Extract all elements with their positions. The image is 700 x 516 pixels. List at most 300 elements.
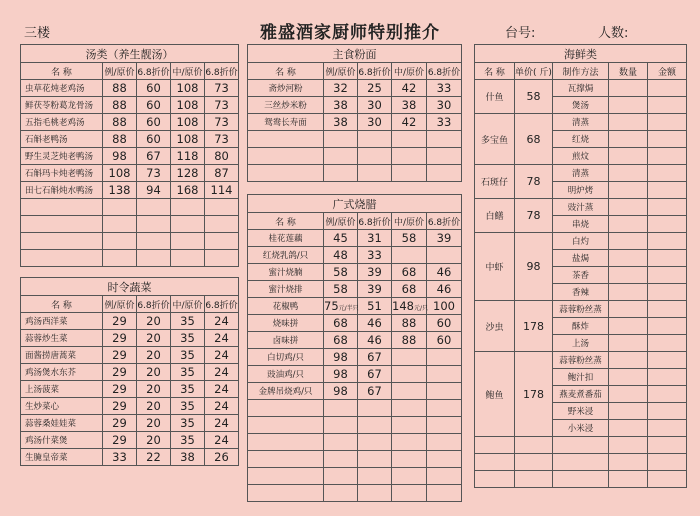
price-cell: 39: [358, 281, 392, 298]
blank-cell: [553, 437, 609, 454]
price-cell: 88: [392, 332, 427, 349]
blank-row: [475, 454, 687, 471]
quantity-cell: [609, 250, 648, 267]
blank-cell: [358, 165, 392, 182]
quantity-cell: [609, 267, 648, 284]
cooking-method: 白灼: [553, 233, 609, 250]
blank-row: [248, 148, 462, 165]
price-cell: 108: [103, 165, 137, 182]
blank-cell: [475, 454, 515, 471]
blank-cell: [171, 250, 205, 267]
column-header: 数量: [609, 63, 648, 80]
blank-cell: [358, 434, 392, 451]
price-cell: 29: [103, 381, 137, 398]
blank-cell: [171, 216, 205, 233]
quantity-cell: [609, 148, 648, 165]
column-header: 名 称: [21, 296, 103, 313]
quantity-cell: [609, 216, 648, 233]
column-header-row: [248, 213, 462, 230]
dish-name: 鸡汤煲水东芥: [21, 364, 103, 381]
amount-cell: [648, 335, 687, 352]
column-header: 6.8折价: [137, 63, 171, 80]
quantity-cell: [609, 386, 648, 403]
fish-price: 78: [515, 165, 553, 199]
price-cell: 60: [427, 315, 462, 332]
price-cell: 24: [205, 313, 239, 330]
blank-cell: [324, 451, 358, 468]
quantity-cell: [609, 114, 648, 131]
blank-cell: [324, 468, 358, 485]
price-cell: 24: [205, 415, 239, 432]
fish-price: 58: [515, 80, 553, 114]
blank-cell: [205, 250, 239, 267]
blank-row: [21, 199, 239, 216]
amount-cell: [648, 165, 687, 182]
price-cell: 100: [427, 298, 462, 315]
price-cell: 98: [103, 148, 137, 165]
blank-cell: [103, 233, 137, 250]
table-row: [21, 182, 239, 199]
dish-name: 花椒鸭: [248, 298, 324, 315]
column-header: 名 称: [248, 63, 324, 80]
price-cell: 24: [205, 381, 239, 398]
cooking-method: 煲汤: [553, 97, 609, 114]
blank-row: [248, 468, 462, 485]
cooking-method: 蒜蓉粉丝蒸: [553, 301, 609, 318]
quantity-cell: [609, 335, 648, 352]
amount-cell: [648, 318, 687, 335]
price-cell: 68: [324, 332, 358, 349]
price-cell: 108: [171, 80, 205, 97]
blank-row: [248, 451, 462, 468]
price-cell: 20: [137, 381, 171, 398]
cooking-method: 酥炸: [553, 318, 609, 335]
dish-name: 鸡汤什菜煲: [21, 432, 103, 449]
column-header: 例/原价: [324, 213, 358, 230]
dish-name: 鲜茯苓粉葛龙骨汤: [21, 97, 103, 114]
price-cell: 29: [103, 313, 137, 330]
price-cell: 67: [358, 349, 392, 366]
price-cell: 68: [392, 281, 427, 298]
column-header: 例/原价: [103, 296, 137, 313]
price-cell: 20: [137, 364, 171, 381]
table-row: [475, 80, 687, 97]
quantity-cell: [609, 233, 648, 250]
price-cell: 39: [358, 264, 392, 281]
table-row: [475, 165, 687, 182]
column-header: 中/原价: [392, 63, 427, 80]
price-cell: 58: [324, 281, 358, 298]
blank-row: [248, 131, 462, 148]
guest-count-label: 人数:: [598, 26, 629, 41]
noodle-table: [247, 44, 462, 182]
cooking-method: 上汤: [553, 335, 609, 352]
table-row: [475, 301, 687, 318]
table-number-label: 台号:: [505, 26, 536, 41]
quantity-cell: [609, 199, 648, 216]
blank-cell: [609, 454, 648, 471]
blank-cell: [515, 471, 553, 488]
blank-cell: [648, 437, 687, 454]
blank-cell: [248, 400, 324, 417]
price-cell: 30: [427, 97, 462, 114]
price-cell: 60: [137, 97, 171, 114]
column-header: 6.8折价: [137, 296, 171, 313]
table-row: [475, 233, 687, 250]
price-cell: 29: [103, 364, 137, 381]
blank-cell: [248, 148, 324, 165]
fish-price: 178: [515, 301, 553, 352]
blank-cell: [324, 148, 358, 165]
blank-cell: [248, 165, 324, 182]
price-cell: 33: [427, 114, 462, 131]
dish-name: 蒜蓉桑娃娃菜: [21, 415, 103, 432]
blank-cell: [205, 199, 239, 216]
dish-name: 面酱捞唐蒿菜: [21, 347, 103, 364]
blank-row: [21, 233, 239, 250]
blank-row: [248, 485, 462, 502]
price-cell: 108: [171, 131, 205, 148]
blank-row: [21, 250, 239, 267]
quantity-cell: [609, 97, 648, 114]
table-row: [21, 398, 239, 415]
cooking-method: 茶香: [553, 267, 609, 284]
table-row: [248, 97, 462, 114]
blank-cell: [475, 437, 515, 454]
price-cell: 33: [427, 80, 462, 97]
price-cell: 35: [171, 364, 205, 381]
cooking-method: 小米浸: [553, 420, 609, 437]
price-cell: 24: [205, 398, 239, 415]
dish-name: 上汤菠菜: [21, 381, 103, 398]
amount-cell: [648, 216, 687, 233]
blank-cell: [21, 216, 103, 233]
table-row: [248, 114, 462, 131]
column-header-row: [475, 63, 687, 80]
price-cell: 138: [103, 182, 137, 199]
price-cell: [427, 366, 462, 383]
cooking-method: 蒜蓉粉丝蒸: [553, 352, 609, 369]
blank-cell: [358, 148, 392, 165]
amount-cell: [648, 420, 687, 437]
price-cell: 32: [324, 80, 358, 97]
dish-name: 虫草花炖老鸡汤: [21, 80, 103, 97]
price-cell: 29: [103, 347, 137, 364]
price-cell: 60: [427, 332, 462, 349]
quantity-cell: [609, 369, 648, 386]
cooking-method: 瓦撑焗: [553, 80, 609, 97]
blank-cell: [248, 468, 324, 485]
blank-cell: [137, 216, 171, 233]
price-cell: 29: [103, 415, 137, 432]
price-cell: 108: [171, 114, 205, 131]
amount-cell: [648, 114, 687, 131]
blank-cell: [392, 417, 427, 434]
table-row: [475, 352, 687, 369]
column-header: 单价( 斤): [515, 63, 553, 80]
quantity-cell: [609, 80, 648, 97]
column-header-row: [21, 63, 239, 80]
price-cell: 29: [103, 432, 137, 449]
column-header: 例/原价: [103, 63, 137, 80]
price-cell: 42: [392, 114, 427, 131]
fish-price: 78: [515, 199, 553, 233]
floor-label: 三楼: [24, 26, 51, 41]
price-cell: 118: [171, 148, 205, 165]
price-cell: 39: [427, 230, 462, 247]
column-header: 制作方法: [553, 63, 609, 80]
price-cell: 30: [358, 114, 392, 131]
price-cell: [427, 247, 462, 264]
blank-cell: [609, 437, 648, 454]
dish-name: 红烧乳鸽/只: [248, 247, 324, 264]
blank-row: [21, 216, 239, 233]
table-row: [248, 366, 462, 383]
price-cell: 60: [137, 114, 171, 131]
column-header: 6.8折价: [358, 63, 392, 80]
price-cell: 29: [103, 330, 137, 347]
table-row: [248, 281, 462, 298]
cooking-method: 清蒸: [553, 114, 609, 131]
price-cell: 33: [103, 449, 137, 466]
price-cell: 20: [137, 313, 171, 330]
quantity-cell: [609, 420, 648, 437]
blank-cell: [392, 131, 427, 148]
blank-cell: [427, 434, 462, 451]
table-row: [475, 199, 687, 216]
fish-name: 什鱼: [475, 80, 515, 114]
quantity-cell: [609, 301, 648, 318]
price-cell: 31: [358, 230, 392, 247]
price-cell: 88: [103, 97, 137, 114]
blank-cell: [324, 165, 358, 182]
blank-cell: [427, 148, 462, 165]
table-row: [21, 449, 239, 466]
price-cell: [392, 366, 427, 383]
dish-name: 豉油鸡/只: [248, 366, 324, 383]
amount-cell: [648, 267, 687, 284]
table-row: [21, 347, 239, 364]
fish-price: 178: [515, 352, 553, 437]
dish-name: 三丝炒米粉: [248, 97, 324, 114]
price-cell: 67: [137, 148, 171, 165]
blank-cell: [427, 485, 462, 502]
column-header: 6.8折价: [427, 63, 462, 80]
price-cell: 98: [324, 366, 358, 383]
blank-cell: [137, 199, 171, 216]
section-header-row: [248, 195, 462, 213]
column-header: 名 称: [475, 63, 515, 80]
section-header-row: [21, 278, 239, 296]
dish-name: 鸡汤西洋菜: [21, 313, 103, 330]
price-cell: 35: [171, 313, 205, 330]
price-cell: 35: [171, 381, 205, 398]
price-cell: 38: [171, 449, 205, 466]
price-cell: 25: [358, 80, 392, 97]
table-row: [248, 349, 462, 366]
section-title: 主食粉面: [248, 45, 462, 63]
cooking-method: 煎炆: [553, 148, 609, 165]
table-row: [248, 230, 462, 247]
column-header: 金额: [648, 63, 687, 80]
dish-name: 金牌吊烧鸡/只: [248, 383, 324, 400]
dish-name: 白切鸡/只: [248, 349, 324, 366]
cooking-method: 盐焗: [553, 250, 609, 267]
blank-cell: [205, 216, 239, 233]
price-cell: 88: [103, 131, 137, 148]
cooking-method: 清蒸: [553, 165, 609, 182]
blank-cell: [21, 250, 103, 267]
amount-cell: [648, 182, 687, 199]
price-cell: 20: [137, 432, 171, 449]
cooking-method: 鲍汁扣: [553, 369, 609, 386]
blank-row: [248, 434, 462, 451]
price-cell: 20: [137, 347, 171, 364]
price-cell: 35: [171, 347, 205, 364]
blank-cell: [324, 417, 358, 434]
section-title: 汤类（养生靓汤）: [21, 45, 239, 63]
blank-cell: [392, 148, 427, 165]
price-cell: 168: [171, 182, 205, 199]
column-header: 中/原价: [171, 296, 205, 313]
blank-cell: [427, 417, 462, 434]
vegetable-table: [20, 277, 239, 466]
column-header: 名 称: [21, 63, 103, 80]
table-row: [248, 383, 462, 400]
fish-name: 中虾: [475, 233, 515, 301]
quantity-cell: [609, 165, 648, 182]
table-row: [475, 114, 687, 131]
blank-cell: [553, 471, 609, 488]
price-cell: 73: [205, 114, 239, 131]
price-cell: 88: [103, 114, 137, 131]
price-cell: 35: [171, 432, 205, 449]
page-title: 雅盛酒家厨师特别推介: [260, 23, 440, 43]
blank-cell: [392, 485, 427, 502]
column-header: 6.8折价: [427, 213, 462, 230]
table-row: [21, 313, 239, 330]
column-header: 中/原价: [171, 63, 205, 80]
price-cell: 24: [205, 432, 239, 449]
table-row: [248, 247, 462, 264]
price-cell: 108: [171, 97, 205, 114]
quantity-cell: [609, 352, 648, 369]
price-cell: 24: [205, 347, 239, 364]
price-cell: 46: [427, 264, 462, 281]
blank-cell: [248, 485, 324, 502]
cooking-method: 燕麦煮番茄: [553, 386, 609, 403]
dish-name: 田七石斛炖水鸭汤: [21, 182, 103, 199]
dish-name: 石斛玛卡炖老鸭汤: [21, 165, 103, 182]
dish-name: 生炒菜心: [21, 398, 103, 415]
column-header: 6.8折价: [358, 213, 392, 230]
price-cell: 46: [358, 315, 392, 332]
blank-cell: [427, 165, 462, 182]
blank-cell: [21, 199, 103, 216]
price-cell: 42: [392, 80, 427, 97]
blank-cell: [358, 131, 392, 148]
blank-cell: [137, 233, 171, 250]
blank-cell: [324, 434, 358, 451]
fish-price: 98: [515, 233, 553, 301]
price-cell: 20: [137, 330, 171, 347]
price-cell: 35: [171, 398, 205, 415]
table-row: [248, 298, 462, 315]
price-cell: 26: [205, 449, 239, 466]
table-row: [21, 381, 239, 398]
quantity-cell: [609, 284, 648, 301]
blank-cell: [248, 434, 324, 451]
blank-cell: [392, 165, 427, 182]
table-row: [248, 264, 462, 281]
price-cell: 45: [324, 230, 358, 247]
blank-cell: [609, 471, 648, 488]
price-cell: 58: [324, 264, 358, 281]
price-cell: 30: [358, 97, 392, 114]
blank-cell: [103, 199, 137, 216]
price-cell: 73: [205, 80, 239, 97]
price-cell: 148元/只: [392, 299, 428, 313]
blank-cell: [515, 454, 553, 471]
table-row: [248, 80, 462, 97]
blank-cell: [392, 434, 427, 451]
dish-name: 蒜蓉炒生菜: [21, 330, 103, 347]
price-cell: 98: [324, 383, 358, 400]
price-cell: 20: [137, 398, 171, 415]
table-row: [21, 330, 239, 347]
column-header: 中/原价: [392, 213, 427, 230]
quantity-cell: [609, 131, 648, 148]
blank-cell: [648, 471, 687, 488]
blank-cell: [358, 468, 392, 485]
fish-name: 多宝鱼: [475, 114, 515, 165]
price-cell: 20: [137, 415, 171, 432]
soup-table: [20, 44, 239, 267]
blank-cell: [475, 471, 515, 488]
blank-cell: [553, 454, 609, 471]
blank-row: [248, 417, 462, 434]
column-header: 6.8折价: [205, 63, 239, 80]
price-cell: 38: [324, 114, 358, 131]
price-cell: 38: [392, 97, 427, 114]
amount-cell: [648, 97, 687, 114]
cooking-method: 明炉烤: [553, 182, 609, 199]
amount-cell: [648, 233, 687, 250]
blank-cell: [427, 468, 462, 485]
dish-name: 桂花莲藕: [248, 230, 324, 247]
price-cell: 68: [324, 315, 358, 332]
amount-cell: [648, 131, 687, 148]
amount-cell: [648, 199, 687, 216]
price-cell: 60: [137, 131, 171, 148]
cooking-method: 香辣: [553, 284, 609, 301]
price-cell: 46: [358, 332, 392, 349]
amount-cell: [648, 148, 687, 165]
price-cell: 58: [392, 230, 427, 247]
quantity-cell: [609, 182, 648, 199]
blank-cell: [648, 454, 687, 471]
fish-name: 鲍鱼: [475, 352, 515, 437]
dish-name: 五指毛桃老鸡汤: [21, 114, 103, 131]
section-header-row: [475, 45, 687, 63]
amount-cell: [648, 369, 687, 386]
price-cell: 73: [137, 165, 171, 182]
dish-name: 卤味拼: [248, 332, 324, 349]
blank-cell: [248, 451, 324, 468]
blank-cell: [103, 250, 137, 267]
amount-cell: [648, 80, 687, 97]
price-cell: 88: [103, 80, 137, 97]
